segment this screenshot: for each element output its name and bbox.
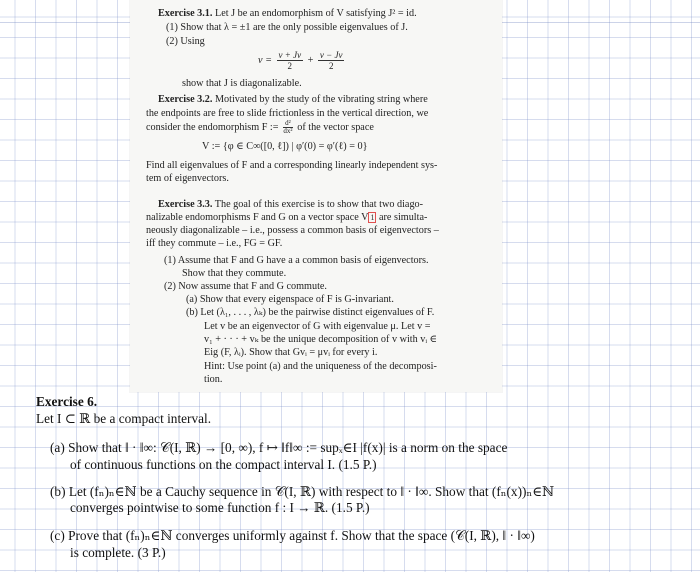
ex32-l1: Motivated by the study of the vibrating string where [214,94,428,105]
ex31-line-intro [158,8,417,20]
exercise-6-part-a-line2: of continuous functions on the compact interval I. (1.5 P.) [70,457,377,472]
ex32-op-num: d² [285,119,291,128]
ex31-fraction-2 [318,50,345,71]
ex32-l3a: consider the endomorphism F := [146,122,279,133]
ex33-part1a: (1) Assume that F and G have a a common basis of eigenvectors. [164,255,429,266]
ex31-frac2-den: 2 [328,61,334,72]
exercise-6-part-b-line2: converges pointwise to some function f : I → ℝ. (1.5 P.) [70,500,370,515]
ex31-conclusion: show that J is diagonalizable. [182,78,302,89]
ex33-l2b: are simulta- [379,212,428,223]
ex33-line-1 [158,199,423,211]
ex33-hint-end: tion. [204,374,223,385]
ex33-line-4: iff they commute – i.e., FG = GF. [146,238,283,249]
exercise-6-part-c-line2: is complete. (3 P.) [70,545,166,560]
footnote-reference[interactable]: 1 [370,213,375,222]
ex33-hint: Hint: Use point (a) and the uniqueness of the decomposi- [204,361,437,372]
ex31-part2: (2) Using [166,36,205,47]
ex31-eq-plus: + [307,55,314,66]
pasted-exercise-clip [130,0,502,392]
ex33-l1: The goal of this exercise is to show that two diago- [214,199,424,210]
exercise-6-part-b-line1: (b) Let (fₙ)ₙ∈ℕ be a Cauchy sequence in 𝒞(I, ℝ) with respect to ‖ · ‖∞. Show that (fₙ(x))ₙ∈ℕ [50,484,555,499]
exercise-6-part-c-line1: (c) Prove that (fₙ)ₙ∈ℕ converges uniformly against f. Show that the space (𝒞(I, ℝ), ‖ · ‖∞) [50,528,535,543]
ex33-line-3: neously diagonalizable – i.e., possess a common basis of eigenvectors – [146,225,439,236]
ex32-title: Exercise 3.2. [158,94,213,105]
ex33-part2a: (a) Show that every eigenspace of F is G-invariant. [186,294,394,305]
ex32-line-5: tem of eigenvectors. [146,173,229,184]
ex31-eq-lhs: v = [258,55,272,66]
ex32-line-2: the endpoints are free to slide frictionless in the vertical direction, we [146,108,429,119]
ex31-part1: (1) Show that λ = ±1 are the only possible eigenvalues of J. [166,22,408,33]
ex32-op-den: dx² [283,127,293,136]
ex33-l2a: nalizable endomorphisms F and G on a vector space V [146,212,369,223]
ex31-title: Exercise 3.1. [158,8,213,19]
ex33-part2b-line1: (b) Let (λ₁, . . . , λₖ) be the pairwise distinct eigenvalues of F. [186,307,435,318]
ex33-part2b-line2: Let v be an eigenvector of G with eigenvalue μ. Let v = [204,321,431,332]
exercise-6-part-a-line1: (a) Show that ‖ · ‖∞: 𝒞(I, ℝ) → [0, ∞), f ↦ ‖f‖∞ := supₓ∈I |f(x)| is a norm on the space [50,440,508,455]
ex32-l3b: of the vector space [297,122,374,133]
ex32-line-3 [146,120,374,136]
ex33-line-2 [146,212,427,224]
exercise-6-intro: Let I ⊂ ℝ be a compact interval. [36,411,212,426]
exercise-6-title: Exercise 6. [36,394,98,409]
ex33-part2b-line3: v₁ + · · · + vₖ be the unique decomposition of v with vᵢ ∈ [204,334,438,345]
ex31-intro: Let J be an endomorphism of V satisfying J² = id. [214,8,417,19]
ex31-frac1-den: 2 [287,61,293,72]
ex31-fraction-1 [277,50,304,71]
ex33-part2b-line4: Eig (F, λᵢ). Show that Gvᵢ = μvᵢ for every i. [204,347,378,358]
ex31-frac2-num: v − Jv [319,50,343,61]
ex32-space-definition: V := {φ ∈ C∞([0, ℓ]) | φ′(0) = φ′(ℓ) = 0} [202,141,368,152]
ex33-part1b: Show that they commute. [182,268,287,279]
ex32-line-4: Find all eigenvalues of F and a corresponding linearly independent sys- [146,160,438,171]
ex31-frac1-num: v + Jv [278,50,302,61]
ex31-equation [258,50,346,72]
ex32-line-1 [158,94,428,106]
ex33-title: Exercise 3.3. [158,199,213,210]
ex33-part2: (2) Now assume that F and G commute. [164,281,327,292]
ex32-operator-fraction [283,120,293,135]
